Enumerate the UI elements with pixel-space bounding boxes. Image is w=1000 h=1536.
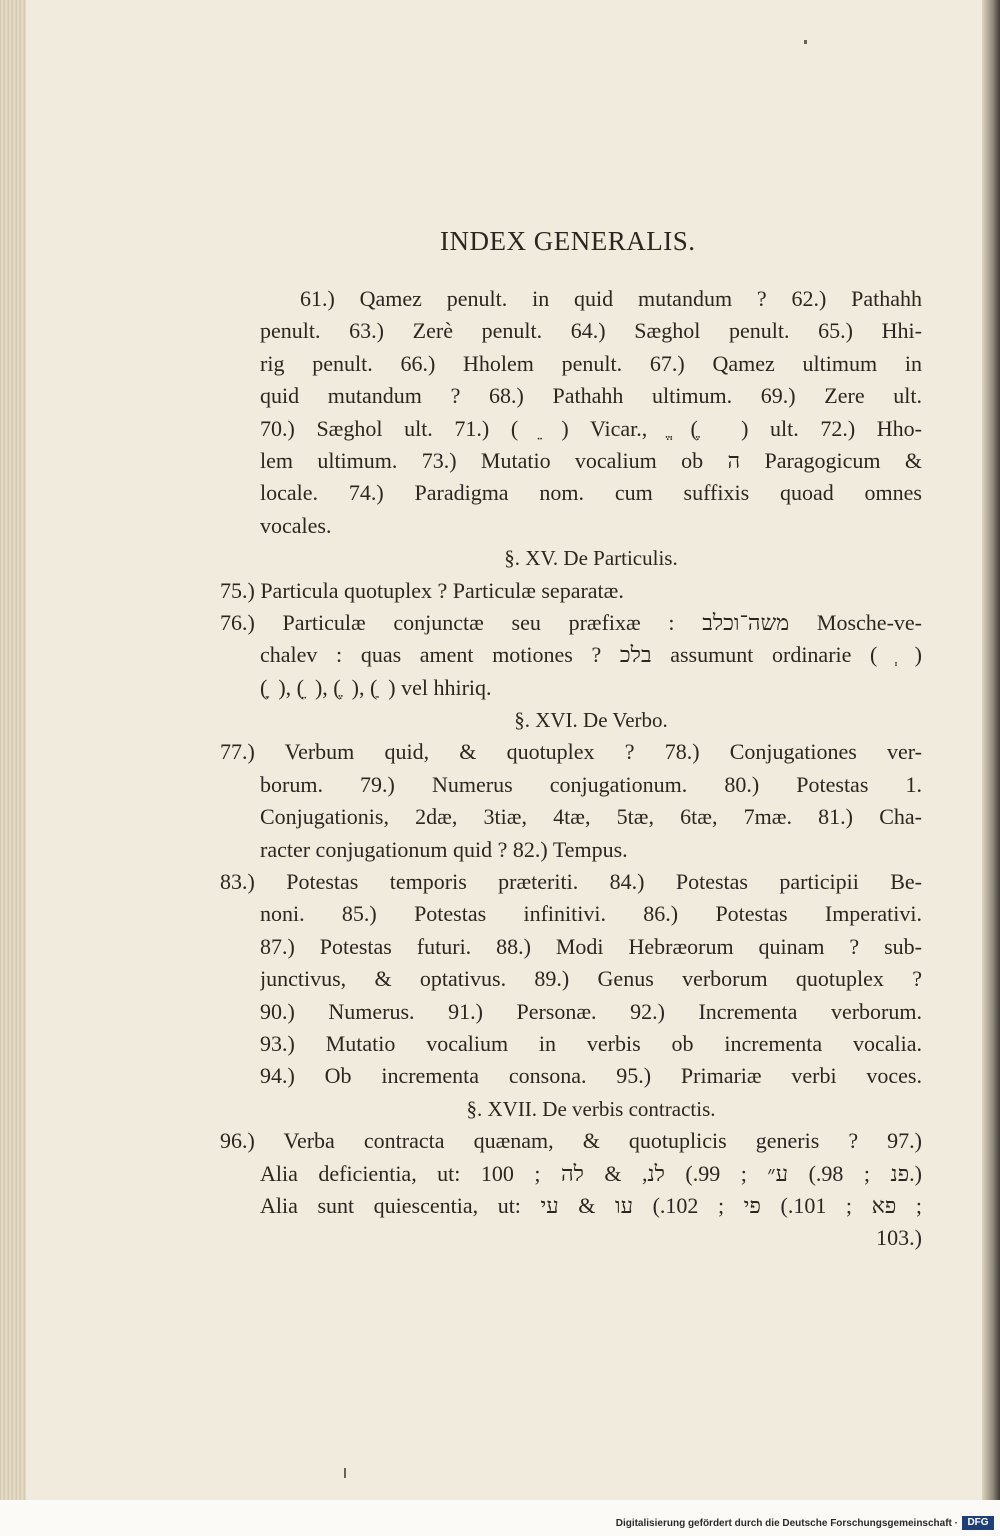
dfg-logo: DFG <box>962 1516 994 1530</box>
text-line: 87.) Potestas futuri. 88.) Modi Hebræorum quinam ? sub- <box>260 933 922 959</box>
text-line: ( ָ ), ( ֵ ), ( ֶ ), ( ַ ) vel hhiriq. <box>260 674 492 700</box>
index-text <box>220 283 922 1255</box>
text-line: 93.) Mutatio vocalium in verbis ob incrementa vocalia. <box>260 1030 922 1056</box>
text-line: locale. 74.) Paradigma nom. cum suffixis quoad omnes <box>260 480 922 506</box>
text-line: racter conjugationum quid ? 82.) Tempus. <box>260 836 628 862</box>
page-edge-left <box>0 0 27 1536</box>
section-heading: §. XVII. De verbis contractis. <box>466 1096 716 1121</box>
text-line: rig penult. 66.) Hholem penult. 67.) Qamez ultimum in <box>260 350 922 376</box>
running-head: INDEX GENERALIS. <box>440 226 696 256</box>
text-line: 70.) Sæghol ult. 71.) ( ֵ ) Vicar., ֱ ( ֶ ) ult. 72.) Hho- <box>260 415 922 441</box>
footer-credit: Digitalisierung gefördert durch die Deutsche Forschungsgemeinschaft · <box>615 1518 958 1529</box>
text-line: noni. 85.) Potestas infinitivi. 86.) Potestas Imperativi. <box>260 901 922 927</box>
text-line: lem ultimum. 73.) Mutatio vocalium ob ה Paragogicum & <box>260 447 922 473</box>
text-line: 96.) Verba contracta quænam, & quotuplicis generis ? 97.) <box>220 1128 922 1154</box>
paper-speck <box>804 40 807 44</box>
text-line: quid mutandum ? 68.) Pathahh ultimum. 69.) Zere ult. <box>260 383 922 409</box>
text-line: 75.) Particula quotuplex ? Particulæ separatæ. <box>220 577 624 603</box>
text-line: 61.) Qamez penult. in quid mutandum ? 62.) Pathahh <box>300 286 922 311</box>
text-line: 76.) Particulæ conjunctæ seu præfixæ : משה־וכלב Mosche-ve- <box>220 609 922 635</box>
paper-speck <box>344 1468 346 1478</box>
text-line: borum. 79.) Numerus conjugationum. 80.) Potestas 1. <box>260 771 922 797</box>
text-line: 77.) Verbum quid, & quotuplex ? 78.) Conjugationes ver- <box>220 739 922 765</box>
text-line: penult. 63.) Zerè penult. 64.) Sæghol penult. 65.) Hhi- <box>260 318 922 344</box>
digitization-footer <box>0 1500 1000 1536</box>
text-line: chalev : quas ament motiones ? בלכ assumunt ordinarie ( ְ ) <box>260 642 922 668</box>
page-edge-right <box>982 0 1000 1536</box>
text-line: junctivus, & optativus. 89.) Genus verborum quotuplex ? <box>260 966 922 992</box>
text-line: 103.) <box>876 1225 922 1251</box>
text-line: 94.) Ob incrementa consona. 95.) Primariæ verbi voces. <box>260 1063 922 1089</box>
text-line: vocales. <box>260 512 332 538</box>
text-line: Alia sunt quiescentia, ut: פא ; 101.) פי ; 102.) עו & עי ; <box>260 1192 922 1218</box>
text-line: Alia deficientia, ut: פנ ; 98.) ע״ ; 99.) לנ, & לה ; 100.) <box>260 1160 922 1186</box>
text-line: 90.) Numerus. 91.) Personæ. 92.) Incrementa verborum. <box>260 998 922 1024</box>
section-heading: §. XVI. De Verbo. <box>514 708 668 733</box>
text-line: Conjugationis, 2dæ, 3tiæ, 4tæ, 5tæ, 6tæ, 7mæ. 81.) Cha- <box>260 804 922 830</box>
text-line: 83.) Potestas temporis præteriti. 84.) Potestas participii Be- <box>220 869 922 895</box>
section-heading: §. XV. De Particulis. <box>504 546 678 571</box>
